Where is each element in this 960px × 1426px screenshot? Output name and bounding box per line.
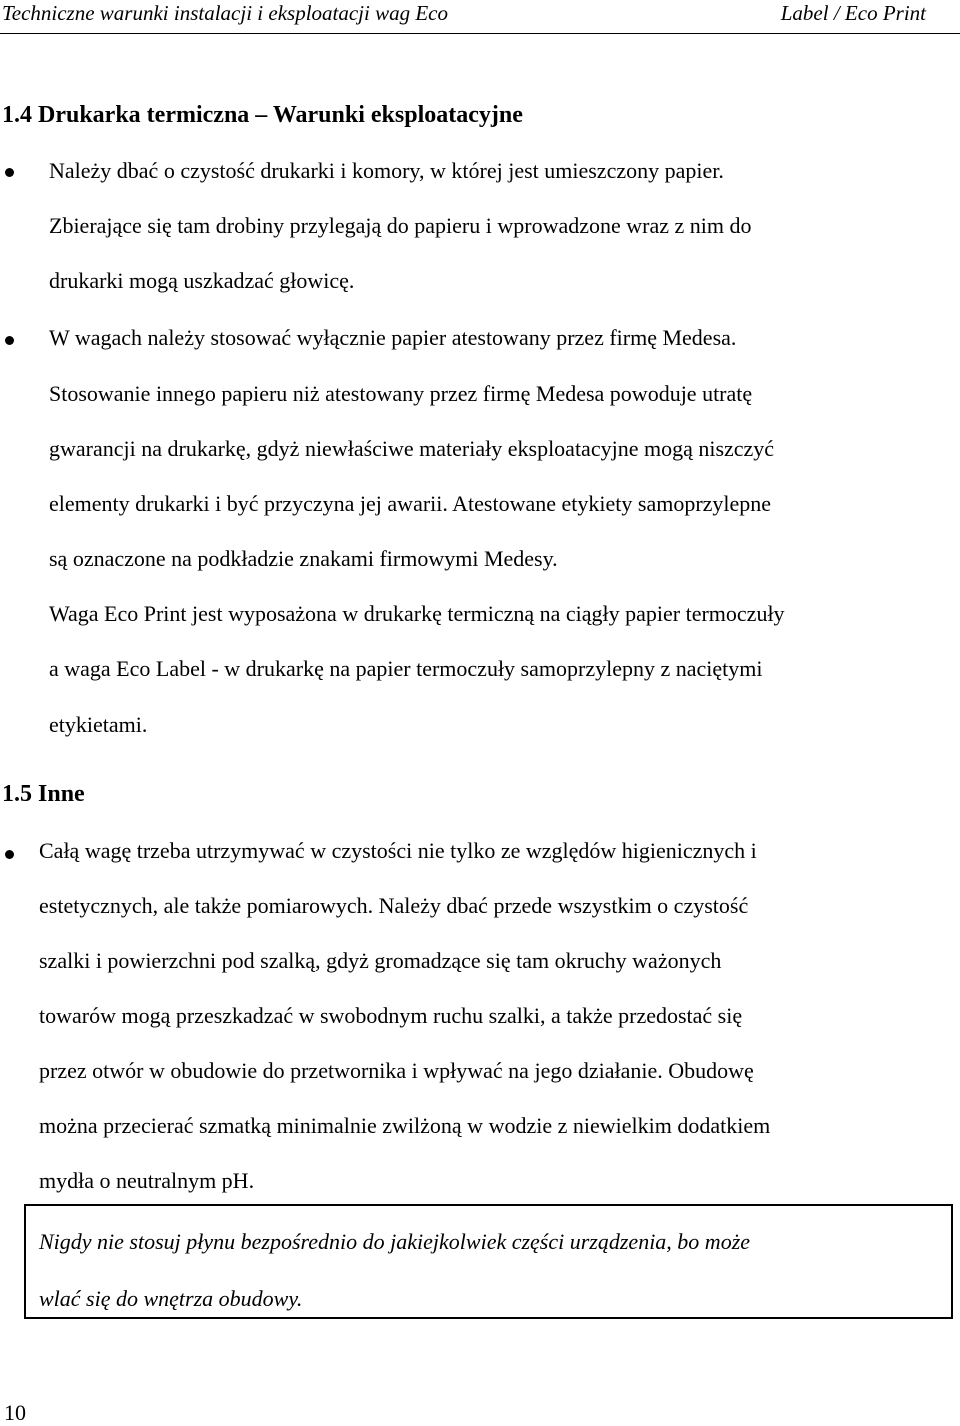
text-line: są oznaczone na podkładzie znakami firmowymi Medesy. <box>49 546 558 571</box>
text-line: drukarki mogą uszkadzać głowicę. <box>49 268 355 293</box>
bullet-icon <box>5 850 14 859</box>
header-document-title: Techniczne warunki instalacji i eksploatacji wag Eco <box>2 1 449 25</box>
text-line: W wagach należy stosować wyłącznie papier atestowany przez firmę Medesa. <box>49 325 737 350</box>
text-line: mydła o neutralnym pH. <box>39 1168 255 1193</box>
text-line: przez otwór w obudowie do przetwornika i wpływać na jego działanie. Obudowę <box>39 1058 754 1083</box>
text-line: szalki i powierzchni pod szalką, gdyż gromadzące się tam okruchy ważonych <box>39 948 722 973</box>
page-number: 10 <box>4 1400 26 1425</box>
bullet-icon <box>5 168 14 177</box>
text-line: Stosowanie innego papieru niż atestowany przez firmę Medesa powoduje utratę <box>49 381 753 406</box>
note-line: wlać się do wnętrza obudowy. <box>39 1286 303 1311</box>
text-line: Całą wagę trzeba utrzymywać w czystości nie tylko ze względów higienicznych i <box>39 838 757 863</box>
text-line: Należy dbać o czystość drukarki i komory, w której jest umieszczony papier. <box>49 158 724 183</box>
text-line: towarów mogą przeszkadzać w swobodnym ruchu szalki, a także przedostać się <box>39 1003 743 1028</box>
page-header <box>0 0 960 34</box>
text-line: a waga Eco Label - w drukarkę na papier termoczuły samoprzylepny z naciętymi <box>49 656 763 681</box>
text-line: gwarancji na drukarkę, gdyż niewłaściwe materiały eksploatacyjne mogą niszczyć <box>49 436 775 461</box>
text-line: można przecierać szmatką minimalnie zwilżoną w wodzie z niewielkim dodatkiem <box>39 1113 771 1138</box>
text-line: Zbierające się tam drobiny przylegają do papieru i wprowadzone wraz z nim do <box>49 213 752 238</box>
warning-note-box <box>24 1204 953 1319</box>
text-line: elementy drukarki i być przyczyna jej awarii. Atestowane etykiety samoprzylepne <box>49 491 772 516</box>
text-line: Waga Eco Print jest wyposażona w drukarkę termiczną na ciągły papier termoczuły <box>49 601 785 626</box>
section-heading-1-5: 1.5 Inne <box>2 781 85 807</box>
header-product-name: Label / Eco Print <box>780 1 926 25</box>
section-heading-1-4: 1.4 Drukarka termiczna – Warunki eksploatacyjne <box>2 102 523 128</box>
bullet-icon <box>5 336 14 345</box>
text-line: estetycznych, ale także pomiarowych. Należy dbać przede wszystkim o czystość <box>39 893 749 918</box>
note-line: Nigdy nie stosuj płynu bezpośrednio do jakiejkolwiek części urządzenia, bo może <box>39 1229 751 1254</box>
text-line: etykietami. <box>49 712 148 737</box>
